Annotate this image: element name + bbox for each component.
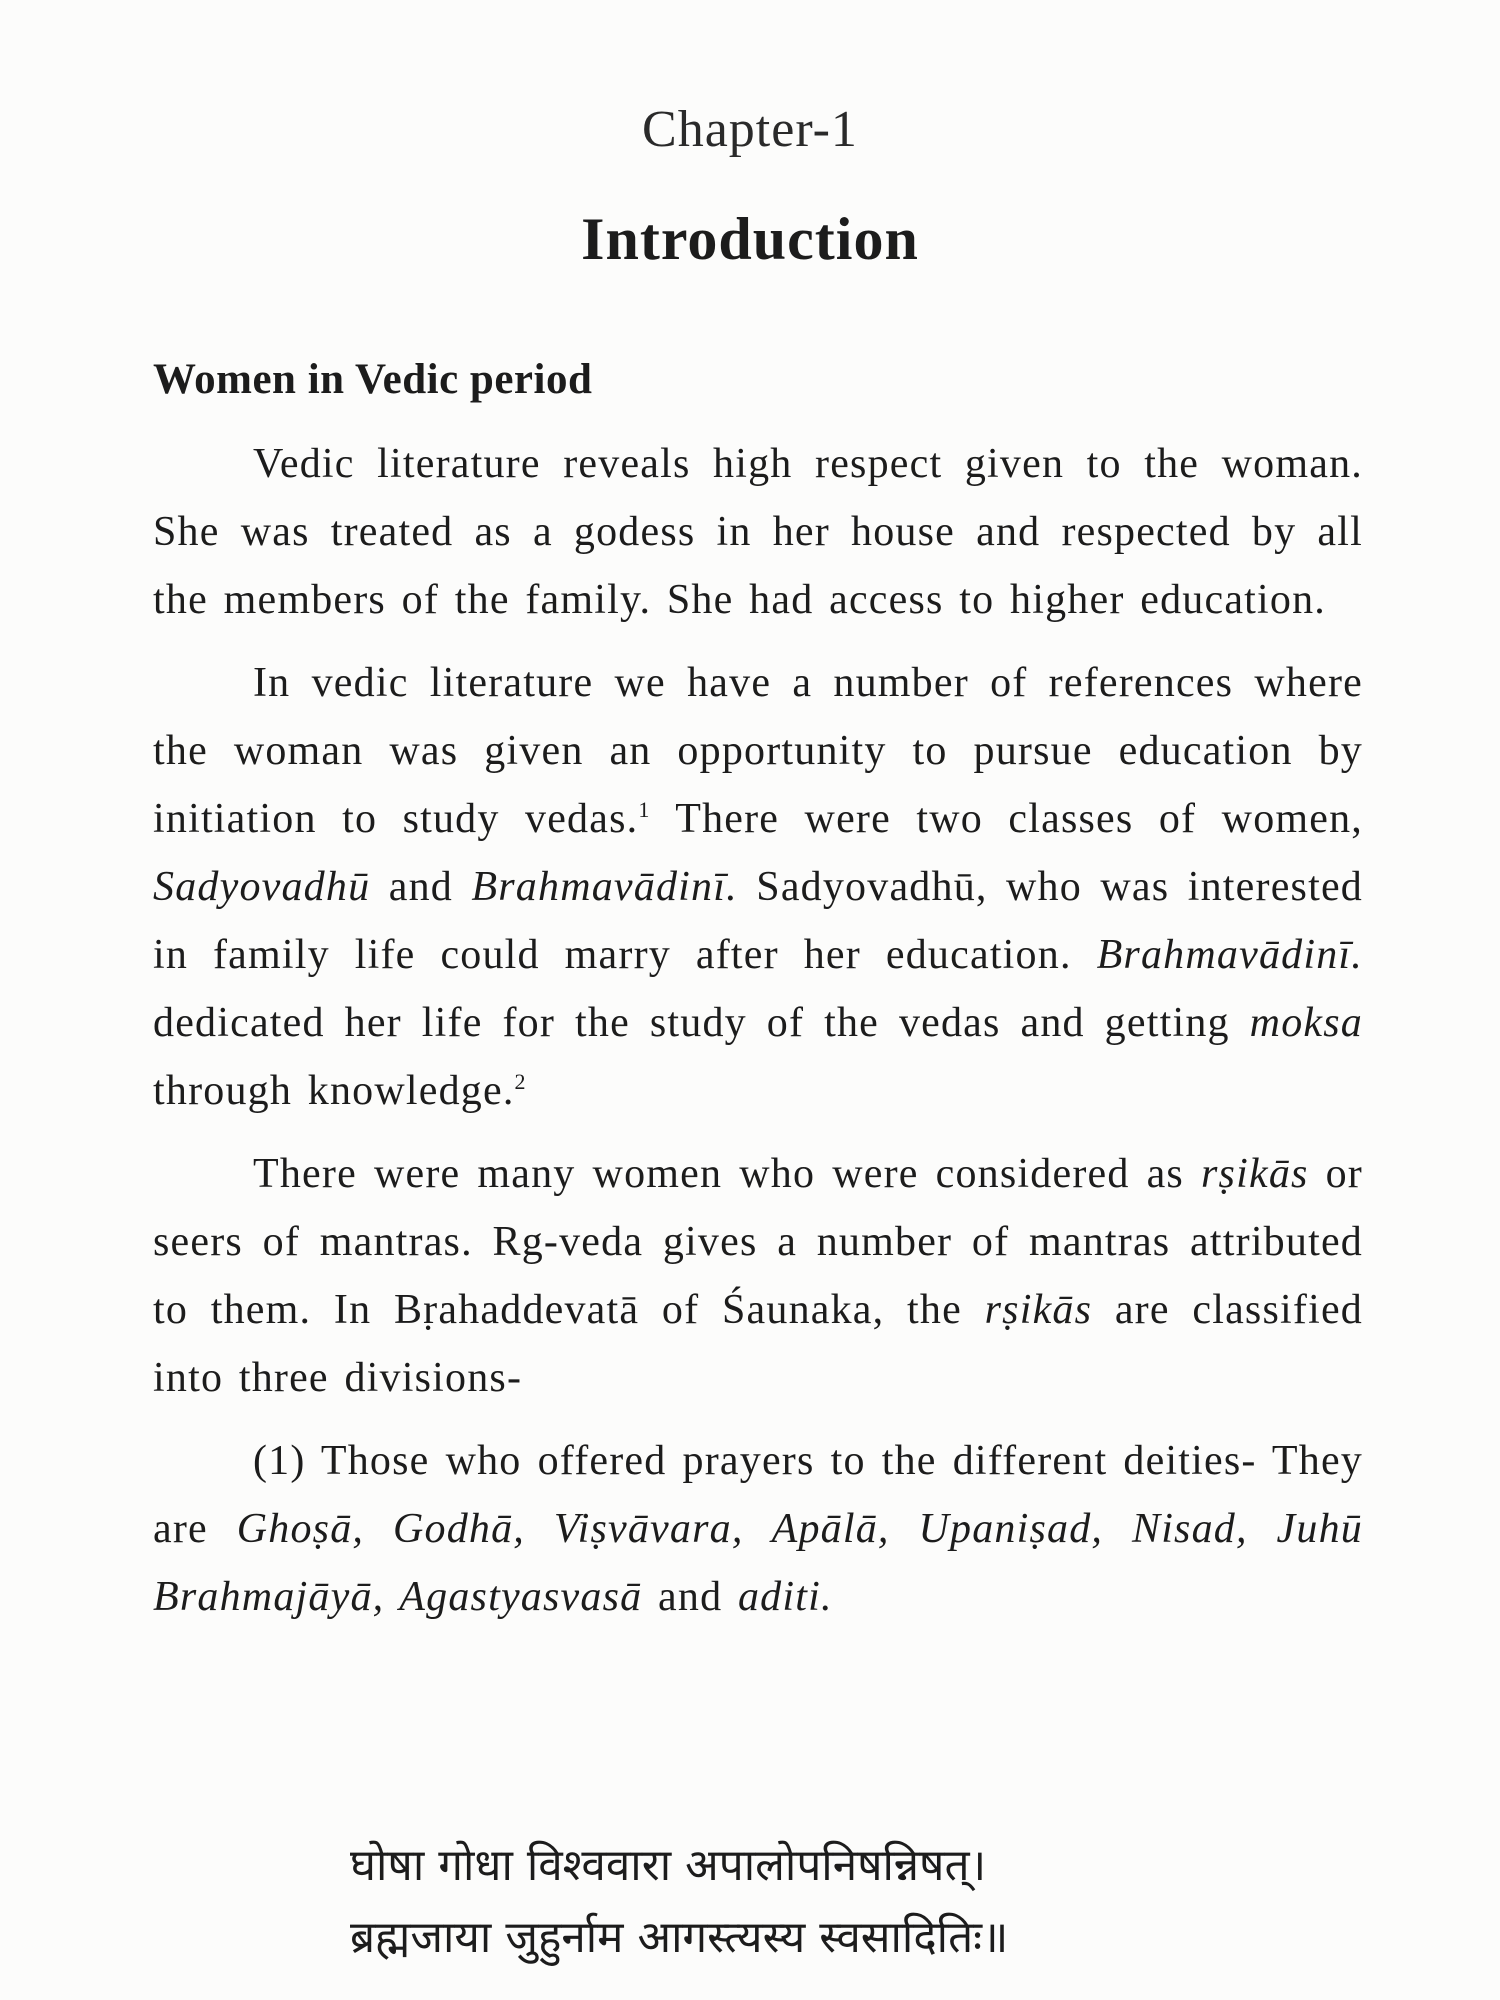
- footnote-ref-1: 1: [638, 797, 651, 822]
- names-list: Ghoṣā, Godhā, Viṣvāvara, Apālā, Upaniṣad, Nisad, Juhū Brahmajāyā, Agastyasvasā: [153, 1506, 1363, 1620]
- footnote-ref-2: 2: [514, 1069, 527, 1094]
- paragraph-2-text-d: Sadyovadhū, who was interested in family life could marry after her education.: [153, 864, 1363, 978]
- chapter-label: Chapter-1: [642, 101, 858, 158]
- body-text: [153, 430, 1363, 1646]
- sanskrit-verse: [350, 1830, 1250, 1974]
- paragraph-2: [153, 649, 1363, 1125]
- term-brahmavadini: Brahmavādinī.: [471, 864, 738, 910]
- paragraph-1: Vedic literature reveals high respect given to the woman. She was treated as a godess in her house and respected by all the members of the family. She had access to higher education.: [153, 441, 1363, 623]
- paragraph-3-text-a: There were many women who were considered as: [253, 1151, 1202, 1197]
- paragraph-2-text-c: and: [370, 864, 472, 910]
- paragraph-4-text-b: and: [642, 1574, 738, 1620]
- term-brahmavadini-2: Brahmavādinī.: [1096, 932, 1363, 978]
- paragraph-4: [153, 1427, 1363, 1631]
- paragraph-3-text-c: are classified into three divisions-: [153, 1287, 1363, 1401]
- term-rsikas: rṣikās: [1201, 1151, 1309, 1197]
- term-sadyovadhu: Sadyovadhū: [153, 864, 371, 910]
- paragraph-3-text-b: or seers of mantras. Rg-veda gives a number of mantras attributed to them. In Bṛahaddevatā of Śaunaka, the: [153, 1151, 1363, 1333]
- paragraph-2-text-a: In vedic literature we have a number of references where the woman was given an opportunity to pursue education by initiation to study vedas.: [153, 660, 1363, 842]
- paragraph-4-text-a: (1) Those who offered prayers to the different deities- They are: [153, 1438, 1363, 1552]
- paragraph-2-text-e: dedicated her life for the study of the vedas and getting: [153, 1000, 1250, 1046]
- verse-line-1: घोषा गोधा विश्ववारा अपालोपनिषन्निषत्।: [350, 1840, 987, 1891]
- paragraph-2-text-f: through knowledge.: [153, 1068, 515, 1114]
- name-aditi: aditi.: [737, 1574, 833, 1620]
- term-moksa: moksa: [1249, 1000, 1363, 1046]
- paragraph-3: [153, 1140, 1363, 1412]
- section-heading: Women in Vedic period: [153, 356, 593, 403]
- verse-line-2: ब्रह्मजाया जुहुर्नाम आगस्त्यस्य स्वसादितिः॥: [350, 1912, 1009, 1963]
- paragraph-2-text-b: There were two classes of women,: [650, 796, 1364, 842]
- term-rsikas-2: rṣikās: [984, 1287, 1093, 1333]
- chapter-title: Introduction: [581, 206, 919, 272]
